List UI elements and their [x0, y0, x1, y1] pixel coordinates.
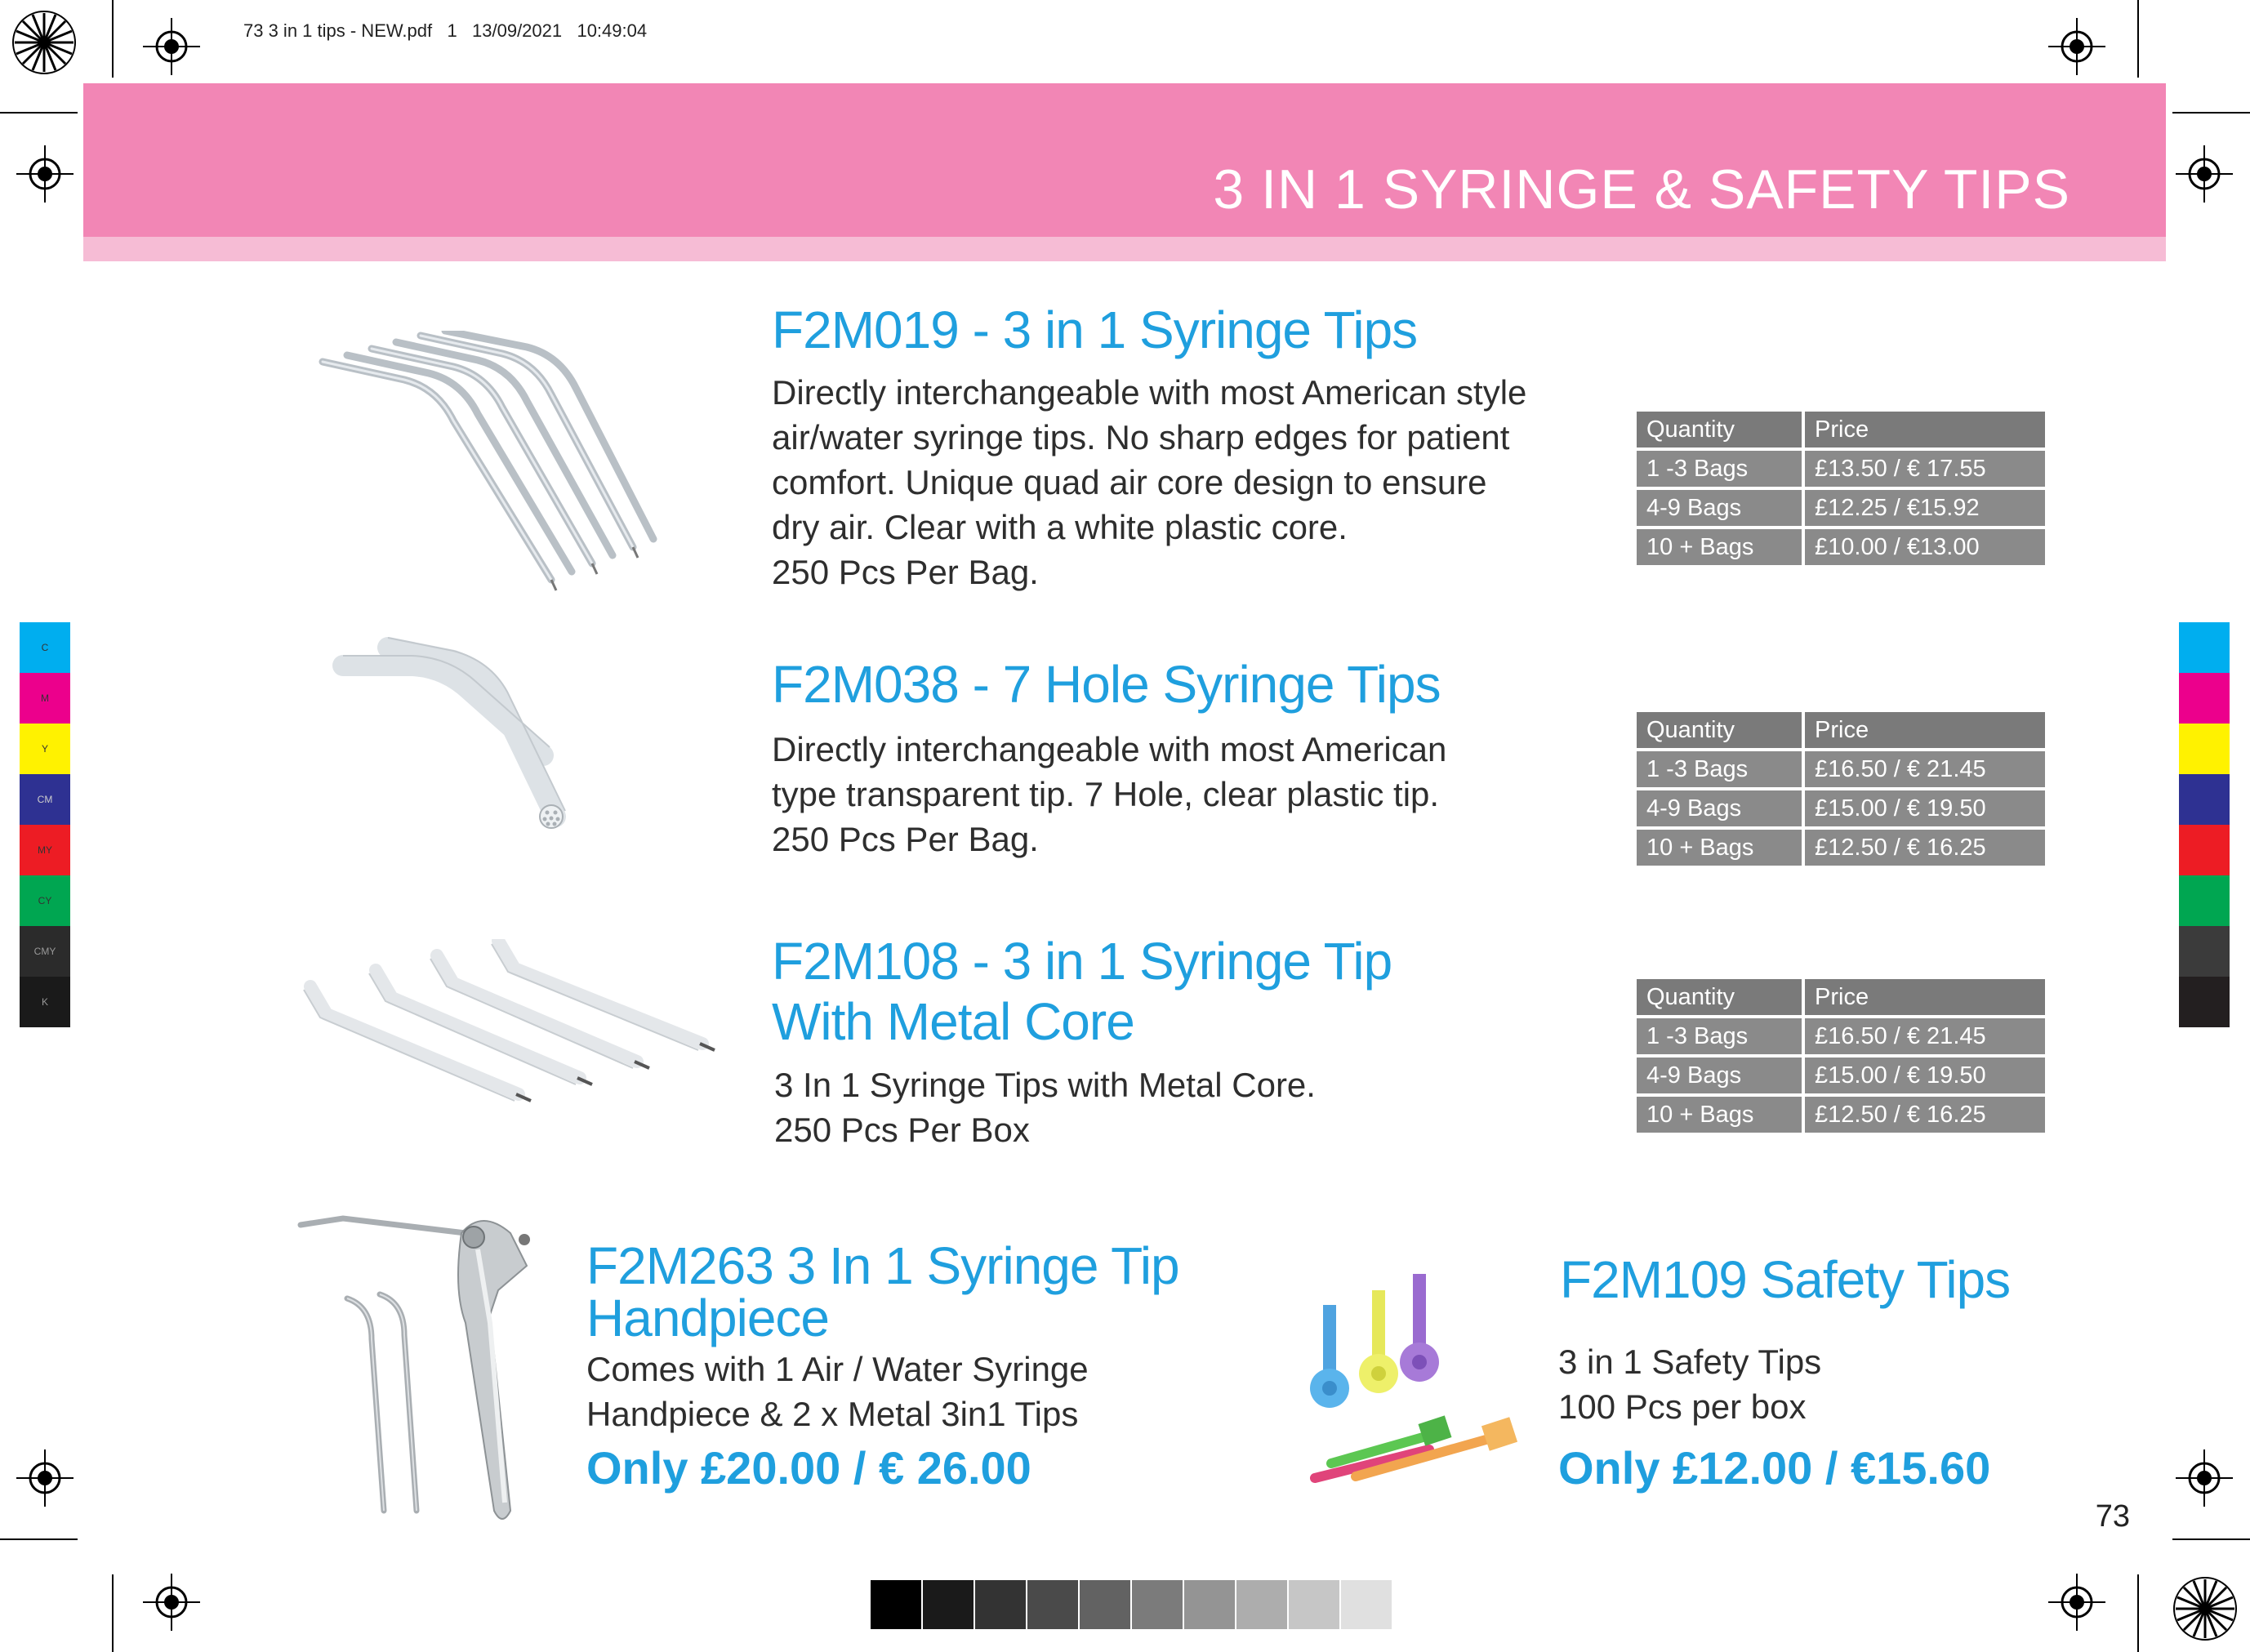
product-description — [774, 1062, 1316, 1152]
page-number: 73 — [2095, 1499, 2130, 1534]
offer-price: Only £12.00 / €15.60 — [1558, 1442, 1991, 1494]
price-header: Price — [1805, 979, 2045, 1015]
product-title: F2M038 - 7 Hole Syringe Tips — [772, 655, 1441, 714]
quantity-cell: 4-9 Bags — [1637, 790, 1802, 826]
metal-core-tips-image — [302, 939, 719, 1111]
description-line: Directly interchangeable with most American — [772, 730, 1447, 768]
product-title: F2M019 - 3 in 1 Syringe Tips — [772, 301, 1418, 359]
product-title-line: With Metal Core — [772, 992, 1134, 1051]
product-description — [772, 727, 1446, 862]
price-table — [1633, 408, 2048, 568]
page-title: 3 IN 1 SYRINGE & SAFETY TIPS — [1213, 158, 2070, 220]
starburst-mark-icon — [2172, 1576, 2238, 1641]
description-line: comfort. Unique quad air core design to ensure — [772, 463, 1487, 501]
product-title — [586, 1236, 1179, 1347]
description-line: Directly interchangeable with most American style — [772, 373, 1527, 412]
quantity-cell: 10 + Bags — [1637, 1097, 1802, 1133]
product-title — [772, 931, 1392, 1052]
registration-mark-icon — [2176, 1449, 2233, 1507]
price-table — [1633, 709, 2048, 869]
color-patch — [2179, 875, 2230, 926]
price-cell: £10.00 / €13.00 — [1805, 529, 2045, 565]
trim-line — [0, 112, 78, 114]
product-description — [1558, 1339, 1821, 1429]
color-patch: CMY — [20, 926, 70, 977]
price-header: Price — [1805, 712, 2045, 748]
trim-line — [112, 1574, 114, 1652]
quantity-cell: 1 -3 Bags — [1637, 751, 1802, 787]
description-line: 250 Pcs Per Box — [774, 1111, 1030, 1149]
description-line: 3 In 1 Syringe Tips with Metal Core. — [774, 1066, 1316, 1104]
registration-mark-icon — [2176, 145, 2233, 203]
syringe-handpiece-image — [294, 1200, 555, 1527]
color-patch — [2179, 724, 2230, 774]
header-banner-strip — [83, 237, 2166, 261]
grayscale-control-bar — [871, 1580, 1393, 1629]
description-line: 250 Pcs Per Bag. — [772, 553, 1039, 591]
trim-line — [2172, 112, 2250, 114]
quantity-cell: 10 + Bags — [1637, 529, 1802, 565]
color-patch — [2179, 825, 2230, 875]
trim-line — [0, 1538, 78, 1540]
description-line: dry air. Clear with a white plastic core. — [772, 508, 1348, 546]
registration-mark-icon — [2048, 1574, 2105, 1631]
price-cell: £12.25 / €15.92 — [1805, 490, 2045, 526]
color-patch: Y — [20, 724, 70, 774]
quantity-header: Quantity — [1637, 712, 1802, 748]
quantity-cell: 4-9 Bags — [1637, 1058, 1802, 1093]
quantity-cell: 1 -3 Bags — [1637, 1018, 1802, 1054]
price-cell: £13.50 / € 17.55 — [1805, 451, 2045, 487]
color-patch — [2179, 774, 2230, 825]
product-description — [772, 370, 1526, 594]
description-line: 250 Pcs Per Bag. — [772, 820, 1039, 858]
price-cell: £15.00 / € 19.50 — [1805, 1058, 2045, 1093]
price-cell: £12.50 / € 16.25 — [1805, 1097, 2045, 1133]
color-patch: CY — [20, 875, 70, 926]
trim-line — [2137, 0, 2139, 78]
color-patch — [2179, 977, 2230, 1027]
trim-line — [112, 0, 114, 78]
color-patch: MY — [20, 825, 70, 875]
description-line: type transparent tip. 7 Hole, clear plastic tip. — [772, 775, 1440, 813]
trim-line — [2172, 1538, 2250, 1540]
quantity-header: Quantity — [1637, 412, 1802, 448]
price-table — [1633, 976, 2048, 1136]
product-title-line: Handpiece — [586, 1289, 829, 1347]
color-patch — [2179, 622, 2230, 673]
offer-price: Only £20.00 / € 26.00 — [586, 1442, 1031, 1494]
quantity-header: Quantity — [1637, 979, 1802, 1015]
safety-tips-image — [1307, 1274, 1535, 1486]
starburst-mark-icon — [11, 10, 77, 75]
product-title: F2M109 Safety Tips — [1560, 1250, 2011, 1309]
quantity-cell: 4-9 Bags — [1637, 490, 1802, 526]
color-patch — [2179, 673, 2230, 724]
registration-mark-icon — [2048, 18, 2105, 75]
product-title-line: F2M108 - 3 in 1 Syringe Tip — [772, 932, 1392, 991]
color-control-bar-right — [2179, 622, 2230, 1027]
color-patch: M — [20, 673, 70, 724]
price-cell: £16.50 / € 21.45 — [1805, 751, 2045, 787]
registration-mark-icon — [16, 1449, 74, 1507]
color-patch — [2179, 926, 2230, 977]
trim-line — [2137, 1574, 2139, 1652]
quantity-cell: 1 -3 Bags — [1637, 451, 1802, 487]
price-cell: £16.50 / € 21.45 — [1805, 1018, 2045, 1054]
description-line: Comes with 1 Air / Water Syringe — [586, 1350, 1089, 1388]
description-line: air/water syringe tips. No sharp edges for patient — [772, 418, 1510, 456]
registration-mark-icon — [143, 18, 200, 75]
syringe-tips-image — [314, 331, 747, 596]
registration-mark-icon — [143, 1574, 200, 1631]
file-slug: 73 3 in 1 tips - NEW.pdf 1 13/09/2021 10:49:04 — [243, 20, 648, 41]
quantity-cell: 10 + Bags — [1637, 830, 1802, 866]
color-patch: CM — [20, 774, 70, 825]
seven-hole-tips-image — [331, 633, 690, 837]
description-line: 100 Pcs per box — [1558, 1387, 1807, 1426]
color-patch: K — [20, 977, 70, 1027]
color-control-bar-left — [20, 622, 70, 1027]
description-line: 3 in 1 Safety Tips — [1558, 1343, 1822, 1381]
price-header: Price — [1805, 412, 2045, 448]
price-cell: £15.00 / € 19.50 — [1805, 790, 2045, 826]
product-description — [586, 1347, 1089, 1436]
color-patch: C — [20, 622, 70, 673]
registration-mark-icon — [16, 145, 74, 203]
product-title-line: F2M263 3 In 1 Syringe Tip — [586, 1236, 1179, 1295]
description-line: Handpiece & 2 x Metal 3in1 Tips — [586, 1395, 1079, 1433]
price-cell: £12.50 / € 16.25 — [1805, 830, 2045, 866]
